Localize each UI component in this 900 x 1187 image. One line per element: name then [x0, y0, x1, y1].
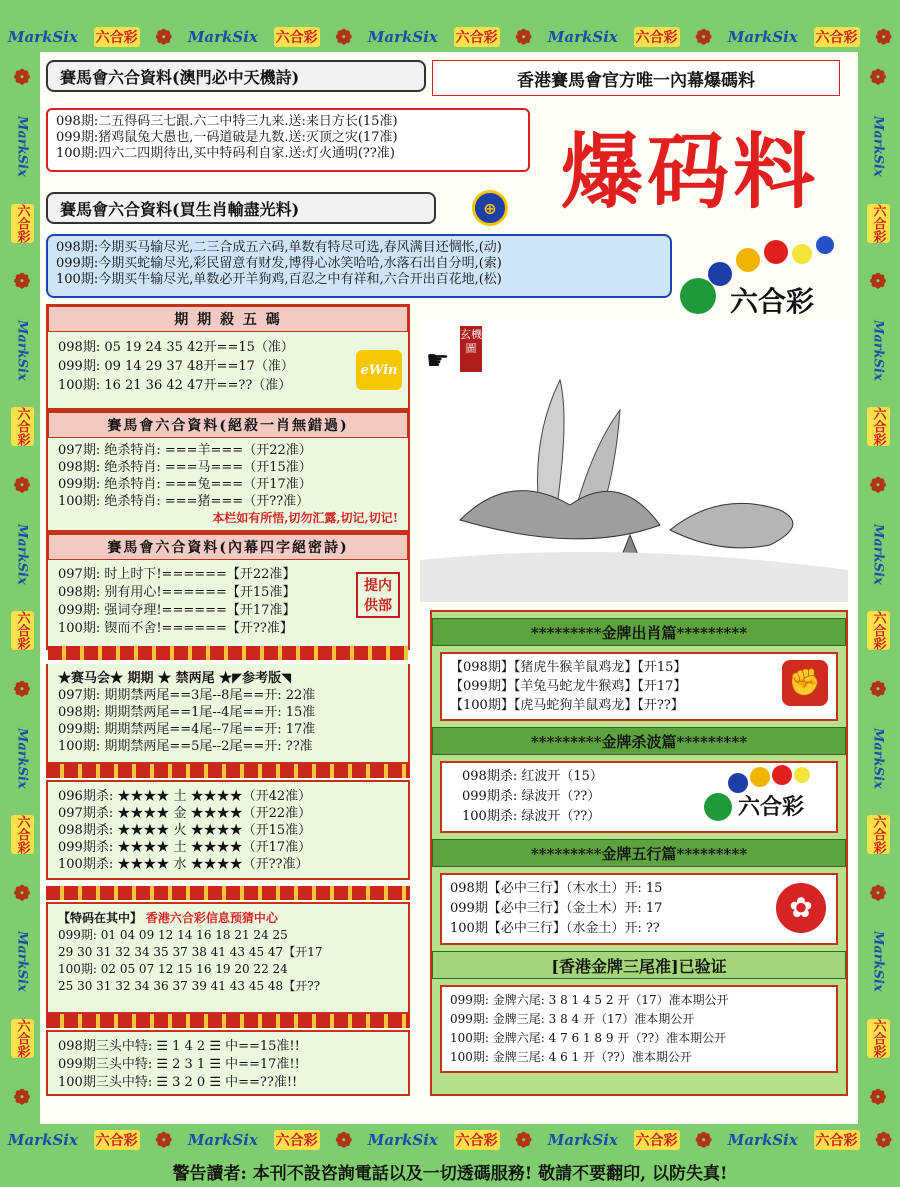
- gold3-row: 098期【必中三行】（木水土）开: 15: [450, 881, 663, 896]
- header-left-title: 賽馬會六合資料(澳門必中天機詩): [46, 60, 426, 92]
- big-title: 爆码料: [560, 123, 819, 220]
- logo-dot: [680, 278, 716, 314]
- lose-title: 賽馬會六合資料(買生肖輸盡光料): [46, 192, 436, 224]
- flower-icon: ❁: [869, 880, 887, 905]
- lhc-mark: 六合彩: [867, 611, 890, 650]
- lhc-mark: 六合彩: [274, 27, 320, 47]
- flower-icon: ❁: [869, 1084, 887, 1109]
- kill5-row: 100期: 16 21 36 42 47开==??（准）: [58, 378, 292, 393]
- secret4-panel: [46, 532, 410, 650]
- gold1-row: 【098期】【猪虎牛猴羊鼠鸡龙】【开15】: [450, 660, 687, 675]
- lhc-mark: 六合彩: [94, 1130, 140, 1150]
- gold4-row: 100期: 金牌六尾: 4 7 6 1 8 9 开（??）准本期公开: [450, 1031, 727, 1045]
- lhc-mark: 六合彩: [11, 204, 34, 243]
- heads-row: 100期三头中特: ☰ 3 2 0 ☰ 中==??准!!: [58, 1075, 298, 1090]
- kill1-title: 賽馬會六合資料(絕殺一肖無錯過): [48, 412, 408, 438]
- tail-row: 099期: 期期禁两尾==4尾--7尾==开: 17准: [58, 722, 316, 737]
- gold2-box: [440, 761, 838, 833]
- flower-icon: ❁: [869, 473, 887, 498]
- flower-icon: ❁: [335, 25, 353, 49]
- flower-icon: ❁: [13, 65, 31, 90]
- kill1-row: 099期: 绝杀特肖: ===兔===（开17准）: [58, 477, 312, 492]
- lhc-mark: 六合彩: [814, 27, 860, 47]
- flower-icon: ❁: [335, 1128, 353, 1152]
- flower-icon: ❁: [515, 1128, 533, 1152]
- gold4-box: [440, 985, 838, 1073]
- flower-icon: ❁: [695, 1128, 713, 1152]
- flower-icon: ❁: [875, 1128, 892, 1152]
- logo-dot: [794, 767, 810, 783]
- poem-box: [46, 108, 530, 172]
- kill1-row: 100期: 绝杀特肖: ===猪===（开??准）: [58, 494, 310, 509]
- lhc-mark: 六合彩: [11, 1019, 34, 1058]
- kill5-title: 期 期 殺 五 碼: [48, 306, 408, 332]
- left-border: [2, 52, 42, 1122]
- lose-box: [46, 234, 672, 298]
- flower-icon: ❁: [13, 1084, 31, 1109]
- logo-dot: [816, 236, 834, 254]
- marksix-mark: MarkSix: [547, 28, 618, 46]
- gold1-row: 【100期】【虎马蛇狗羊鼠鸡龙】【开??】: [450, 698, 684, 713]
- bottom-border: [0, 1125, 900, 1155]
- kill1-note: 本栏如有所悟,切勿汇露,切记,切记!: [212, 511, 398, 525]
- gold1-title: *********金牌出肖篇*********: [432, 618, 846, 646]
- gold4-row: 100期: 金牌三尾: 4 6 1 开（??）准本期公开: [450, 1050, 692, 1064]
- poem-row: 100期:四六二四期待出,买中特码利自家.送:灯火通明(??准): [56, 146, 395, 161]
- gold3-title: *********金牌五行篇*********: [432, 839, 846, 867]
- marksix-mark: MarkSix: [870, 116, 886, 177]
- emblem-icon: ⊕: [472, 190, 508, 226]
- logo-dot: [764, 240, 788, 264]
- content-area: [40, 52, 858, 1124]
- nums-row: 100期: 02 05 07 12 15 16 19 20 22 24: [58, 962, 288, 976]
- flower-icon: ❁: [515, 25, 533, 49]
- stamp: 提内供部: [356, 572, 400, 618]
- marksix-mark: MarkSix: [14, 523, 30, 585]
- divider: [46, 1014, 410, 1028]
- element-row: 100期杀: ★★★★ 水 ★★★★（开??准）: [58, 857, 309, 872]
- lhc-mark: 六合彩: [867, 1019, 890, 1058]
- lhc-mark: 六合彩: [867, 407, 890, 446]
- kill5-row: 099期: 09 14 29 37 48开==17（准）: [58, 359, 294, 374]
- nums-title: 香港六合彩信息预猜中心: [145, 911, 278, 925]
- flower-icon: ❁: [13, 880, 31, 905]
- logo-dot: [704, 793, 732, 821]
- marksix-mark: MarkSix: [14, 727, 30, 789]
- gold3-row: 100期【必中三行】（水金土）开: ??: [450, 921, 660, 936]
- logo-dot: [728, 773, 748, 793]
- lose-row: 098期:今期买马输尽光,二三合成五六码,单数有特尽可选,春风满目还惆怅,(动): [56, 240, 502, 255]
- logo-dot: [750, 767, 770, 787]
- secret4-row: 097期: 时上时下!======【开22准】: [58, 567, 296, 582]
- secret4-row: 099期: 强词夺理!======【开17准】: [58, 603, 296, 618]
- divider: [46, 764, 410, 778]
- lhc-mark: 六合彩: [867, 815, 890, 854]
- poem-row: 098期:二五得码三七跟.六二中特三九来.送:来日方长(15准): [56, 114, 398, 129]
- marksix-mark: MarkSix: [7, 1131, 78, 1149]
- marksix-mark: MarkSix: [14, 116, 30, 177]
- logo-dot: [792, 244, 812, 264]
- marksix-mark: MarkSix: [727, 28, 798, 46]
- secret4-row: 098期: 别有用心!======【开15准】: [58, 585, 296, 600]
- heads-panel: [46, 1030, 410, 1096]
- element-panel: [46, 780, 410, 880]
- flower-icon: ❁: [875, 25, 892, 49]
- marksix-mark: MarkSix: [367, 28, 438, 46]
- heads-row: 099期三头中特: ☰ 2 3 1 ☰ 中==17准!!: [58, 1057, 300, 1072]
- lhc-mark: 六合彩: [11, 407, 34, 446]
- flower-icon: ❁: [695, 25, 713, 49]
- divider: [48, 646, 408, 660]
- lose-row: 099期:今期买蛇输尽光,彩民留意有财发,博得心冰笑哈哈,水落石出自分明,(索): [56, 256, 502, 271]
- flower-icon: ❁: [869, 676, 887, 701]
- kill1-panel: [46, 410, 410, 532]
- right-border: [858, 52, 898, 1122]
- gold3-box: [440, 873, 838, 945]
- tail-panel: [46, 664, 410, 764]
- kill5-row: 098期: 05 19 24 35 42开==15（准）: [58, 340, 294, 355]
- logo-text: 六合彩: [730, 285, 815, 318]
- lhc-mark: 六合彩: [454, 1130, 500, 1150]
- ewin-badge: eWin: [356, 350, 402, 390]
- bauhinia-icon: ✿: [774, 881, 828, 935]
- flower-icon: ❁: [155, 25, 173, 49]
- secret4-row: 100期: 锲而不舍!======【开??准】: [58, 621, 293, 636]
- kill1-row: 097期: 绝杀特肖: ===羊===（开22准）: [58, 443, 312, 458]
- marksix-mark: MarkSix: [14, 931, 30, 993]
- gold4-row: 099期: 金牌六尾: 3 8 1 4 5 2 开（17）准本期公开: [450, 993, 729, 1007]
- gold1-box: [440, 652, 838, 721]
- logo-dot: [708, 262, 732, 286]
- tail-row: 100期: 期期禁两尾==5尾--2尾==开: ??准: [58, 739, 313, 754]
- poem-row: 099期:猪鸡鼠兔大愚也,一码道破是九数.送:灭顶之灾(17准): [56, 130, 398, 145]
- sea-drawing: [420, 320, 848, 602]
- flower-icon: ❁: [13, 473, 31, 498]
- gold2-row: 098期杀: 红波开（15）: [462, 769, 603, 784]
- element-row: 098期杀: ★★★★ 火 ★★★★（开15准）: [58, 823, 312, 838]
- flower-icon: ❁: [13, 676, 31, 701]
- gold1-row: 【099期】【羊兔马蛇龙牛猴鸡】【开17】: [450, 679, 687, 694]
- gold-panel: [430, 610, 848, 1096]
- lhc-mark: 六合彩: [11, 815, 34, 854]
- illustration: [420, 320, 848, 602]
- nums-row: 099期: 01 04 09 12 14 16 18 21 24 25: [58, 928, 288, 942]
- gold4-title: [香港金牌三尾准]已验证: [432, 951, 846, 979]
- fist-icon: ✊: [782, 660, 828, 706]
- marksix-mark: MarkSix: [187, 28, 258, 46]
- gold2-row: 099期杀: 绿波开（??）: [462, 789, 601, 804]
- tail-row: 097期: 期期禁两尾==3尾--8尾==开: 22准: [58, 688, 316, 703]
- nums-row: 29 30 31 32 34 35 37 38 41 43 45 47【开17: [58, 945, 323, 959]
- gold2-title: *********金牌杀波篇*********: [432, 727, 846, 755]
- logo-dot: [736, 248, 760, 272]
- flower-icon: ❁: [869, 269, 887, 294]
- marksix-mark: MarkSix: [547, 1131, 618, 1149]
- marksix-mark: MarkSix: [187, 1131, 258, 1149]
- lhc-mark: 六合彩: [814, 1130, 860, 1150]
- lhc-mark: 六合彩: [634, 27, 680, 47]
- nums-row: 25 30 31 32 34 36 37 39 41 43 45 48【开??: [58, 979, 321, 993]
- element-row: 099期杀: ★★★★ 土 ★★★★（开17准）: [58, 840, 312, 855]
- lhc-mark: 六合彩: [867, 204, 890, 243]
- element-row: 097期杀: ★★★★ 金 ★★★★（开22准）: [58, 806, 312, 821]
- marksix-mark: MarkSix: [870, 319, 886, 381]
- logo-text: 六合彩: [738, 794, 805, 820]
- secret4-title: 賽馬會六合資料(內幕四字絕密詩): [48, 534, 408, 560]
- illus-label: 玄機圖: [460, 326, 482, 372]
- heads-row: 098期三头中特: ☰ 1 4 2 ☰ 中==15准!!: [58, 1039, 300, 1054]
- top-border: [0, 22, 900, 52]
- marksix-mark: MarkSix: [727, 1131, 798, 1149]
- flower-icon: ❁: [869, 65, 887, 90]
- flower-icon: ❁: [155, 1128, 173, 1152]
- marksix-mark: MarkSix: [14, 319, 30, 381]
- tail-title: ★赛马会★ 期期 ★ 禁两尾 ★◤参考版◥: [58, 671, 292, 686]
- divider: [46, 886, 410, 900]
- footer-warning: 警告讀者: 本刊不設咨詢電話以及一切透碼服務! 敬請不要翻印, 以防失真!: [172, 1163, 728, 1184]
- marksix-mark: MarkSix: [870, 523, 886, 585]
- gold3-row: 099期【必中三行】（金土木）开: 17: [450, 901, 663, 916]
- hand-icon: ☛: [426, 346, 450, 376]
- element-row: 096期杀: ★★★★ 土 ★★★★（开42准）: [58, 789, 312, 804]
- lhc-mark: 六合彩: [274, 1130, 320, 1150]
- marksix-mark: MarkSix: [7, 28, 78, 46]
- lhc-mark: 六合彩: [94, 27, 140, 47]
- nums-label: 【特码在其中】: [58, 911, 143, 925]
- marksix-mark: MarkSix: [870, 931, 886, 993]
- marksix-mark: MarkSix: [367, 1131, 438, 1149]
- marksix-mark: MarkSix: [870, 727, 886, 789]
- kill5-panel: [46, 304, 410, 410]
- gold2-row: 100期杀: 绿波开（??）: [462, 809, 601, 824]
- lhc-mark: 六合彩: [11, 611, 34, 650]
- lose-row: 100期:今期买牛输尽光,单数必开羊狗鸡,百忍之中有祥和,六合开出百花地,(松): [56, 272, 502, 287]
- lhc-mark: 六合彩: [454, 27, 500, 47]
- logo-dot: [772, 765, 792, 785]
- header-right-title: 香港賽馬會官方唯一內幕爆碼料: [432, 60, 840, 96]
- lhc-mark: 六合彩: [634, 1130, 680, 1150]
- flower-icon: ❁: [13, 269, 31, 294]
- kill1-row: 098期: 绝杀特肖: ===马===（开15准）: [58, 460, 312, 475]
- nums-panel: [46, 902, 410, 1014]
- gold4-row: 099期: 金牌三尾: 3 8 4 开（17）准本期公开: [450, 1012, 695, 1026]
- tail-row: 098期: 期期禁两尾==1尾--4尾==开: 15准: [58, 705, 316, 720]
